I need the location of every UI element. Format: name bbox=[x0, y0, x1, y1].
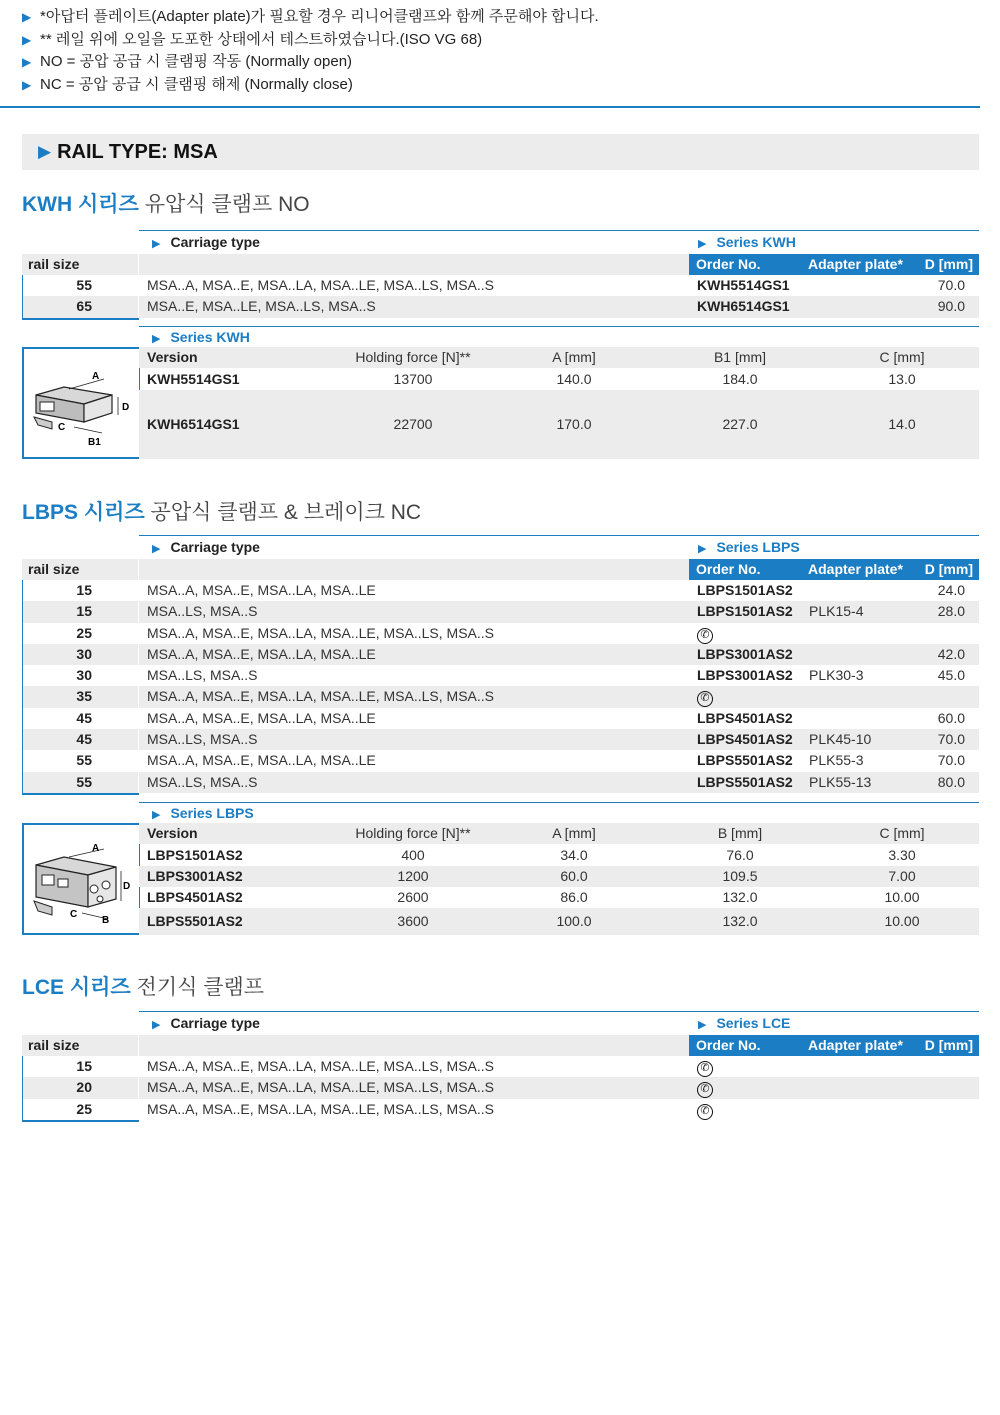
table-row bbox=[22, 729, 979, 750]
cell-text: 10.00 bbox=[884, 913, 920, 929]
cell-text: D [mm] bbox=[924, 256, 973, 272]
cell-text: 45 bbox=[22, 708, 138, 729]
phone-icon: ✆ bbox=[697, 1061, 713, 1077]
cell-text: LBPS 시리즈 bbox=[22, 501, 145, 524]
lbps-table bbox=[22, 535, 979, 795]
triangle-icon: ▶ bbox=[152, 1019, 161, 1031]
version-header-row bbox=[139, 347, 979, 368]
cell-text: Holding force [N]** bbox=[355, 349, 471, 365]
version-row bbox=[139, 369, 979, 390]
triangle-icon: ▶ bbox=[152, 238, 161, 250]
cell-text: LBPS3001AS2 bbox=[697, 645, 793, 662]
lbps-version-table bbox=[22, 802, 979, 935]
cell-text: MSA..LS, MSA..S bbox=[147, 667, 258, 684]
cell-text: LBPS5501AS2 bbox=[697, 773, 793, 790]
column-header-row bbox=[22, 254, 979, 275]
cell-text: PLK55-3 bbox=[809, 752, 864, 769]
section-title-kwh bbox=[22, 188, 310, 218]
cell-text: 170.0 bbox=[556, 416, 592, 432]
cell-text: 60.0 bbox=[560, 868, 588, 884]
cell-text: 80.0 bbox=[937, 773, 965, 790]
cell-text: 100.0 bbox=[556, 913, 592, 929]
column-header-row bbox=[22, 559, 979, 580]
cell-text: MSA..A, MSA..E, MSA..LA, MSA..LE bbox=[139, 644, 690, 665]
cell-text: 15 bbox=[22, 580, 138, 601]
cell-text: 70.0 bbox=[937, 752, 965, 769]
cell-text: Version bbox=[147, 825, 198, 841]
table-row bbox=[22, 580, 979, 601]
cell-text: 30 bbox=[22, 644, 138, 665]
cell-text: 132.0 bbox=[722, 913, 758, 929]
version-header-row bbox=[139, 823, 979, 844]
table-row bbox=[22, 644, 979, 665]
column-header-row bbox=[22, 1035, 979, 1056]
cell-text: NO = 공압 공급 시 클램핑 작동 (Normally open) bbox=[40, 53, 353, 70]
cell-text: Series LCE bbox=[716, 1015, 791, 1031]
cell-text: PLK15-4 bbox=[809, 603, 864, 620]
cell-text: 7.00 bbox=[888, 868, 916, 884]
cell-text: Carriage type bbox=[170, 1015, 260, 1031]
cell-text: PLK45-10 bbox=[809, 731, 872, 748]
cell-text: 3.30 bbox=[888, 847, 916, 863]
cell-text: LBPS5501AS2 bbox=[147, 913, 243, 929]
table-row bbox=[22, 708, 979, 729]
cell-text: LBPS3001AS2 bbox=[147, 868, 243, 884]
cell-text: 1200 bbox=[397, 868, 429, 884]
cell-text: 2600 bbox=[397, 889, 429, 905]
cell-text: LBPS4501AS2 bbox=[697, 709, 793, 726]
cell-text: Carriage type bbox=[170, 539, 260, 555]
cell-text: 45 bbox=[22, 729, 138, 750]
cell-text: Series KWH bbox=[170, 329, 250, 345]
version-row bbox=[139, 390, 979, 459]
cell-text: MSA..LS, MSA..S bbox=[139, 601, 690, 622]
cell-text: 42.0 bbox=[937, 645, 965, 662]
cell-text: Series LBPS bbox=[716, 539, 800, 555]
cell-text: KWH6514GS1 bbox=[147, 416, 240, 432]
label-c: C bbox=[70, 909, 78, 920]
kwh-version-table bbox=[22, 326, 979, 459]
cell-text: 30 bbox=[22, 665, 138, 686]
cell-text: 20 bbox=[22, 1077, 138, 1098]
clamp-diagram bbox=[22, 823, 140, 935]
phone-icon: ✆ bbox=[697, 1082, 713, 1098]
cell-text: LBPS1501AS2 bbox=[147, 847, 243, 863]
cell-text: Adapter plate* bbox=[808, 1037, 903, 1053]
cell-text: MSA..LS, MSA..S bbox=[139, 729, 690, 750]
cell-text: Order No. bbox=[696, 561, 761, 577]
table-row bbox=[22, 1099, 979, 1120]
cell-text: 13700 bbox=[393, 371, 433, 387]
cell-text: D [mm] bbox=[924, 1037, 973, 1053]
cell-text: KWH5514GS1 bbox=[697, 277, 790, 293]
cell-text: LBPS5501AS2 bbox=[697, 752, 793, 769]
cell-text: MSA..LS, MSA..S bbox=[139, 772, 690, 793]
cell-text: 45.0 bbox=[937, 667, 965, 684]
triangle-icon: ▶ bbox=[698, 238, 707, 250]
cell-text: 70.0 bbox=[937, 731, 965, 748]
table-row bbox=[22, 1056, 979, 1077]
version-row bbox=[139, 908, 979, 935]
triangle-bullet-icon: ▶ bbox=[22, 32, 32, 47]
cell-text: 15 bbox=[22, 1056, 138, 1077]
version-row bbox=[139, 845, 979, 866]
cell-text: Version bbox=[147, 349, 198, 365]
cell-text: NC = 공압 공급 시 클램핑 해제 (Normally close) bbox=[40, 75, 353, 93]
cell-text: Order No. bbox=[696, 1037, 761, 1053]
cell-text: 400 bbox=[401, 847, 425, 863]
table-row bbox=[22, 275, 979, 296]
table-row bbox=[22, 623, 979, 644]
table-row bbox=[22, 296, 979, 317]
cell-text: LBPS4501AS2 bbox=[697, 731, 793, 748]
label-a: A bbox=[92, 843, 100, 854]
cell-text: MSA..A, MSA..E, MSA..LA, MSA..LE, MSA..LS, MSA..S bbox=[147, 1058, 494, 1074]
note-item bbox=[22, 74, 599, 97]
cell-text: ** 레일 위에 오일을 도포한 상태에서 테스트하였습니다.(ISO VG 68) bbox=[40, 30, 483, 48]
cell-text: 70.0 bbox=[937, 277, 965, 293]
cell-text: Series LBPS bbox=[170, 805, 254, 821]
cell-text: LBPS4501AS2 bbox=[147, 889, 243, 905]
cell-text: LCE 시리즈 bbox=[22, 976, 131, 999]
cell-text: B1 [mm] bbox=[713, 349, 767, 365]
label-b: B bbox=[102, 915, 110, 926]
cell-text: LBPS1501AS2 bbox=[697, 603, 793, 620]
triangle-icon: ▶ bbox=[152, 333, 161, 345]
cell-text: 15 bbox=[22, 601, 138, 622]
label-c: C bbox=[58, 422, 66, 433]
cell-text: 24.0 bbox=[937, 582, 965, 598]
label-b1: B1 bbox=[88, 437, 101, 448]
cell-text: MSA..A, MSA..E, MSA..LA, MSA..LE, MSA..LS, MSA..S bbox=[147, 624, 494, 641]
cell-text: 86.0 bbox=[560, 889, 588, 905]
cell-text: C [mm] bbox=[879, 349, 925, 365]
cell-text: MSA..A, MSA..E, MSA..LA, MSA..LE, MSA..LS, MSA..S bbox=[139, 686, 690, 707]
cell-text: 10.00 bbox=[884, 889, 920, 905]
note-item bbox=[22, 6, 599, 29]
table-row bbox=[22, 772, 979, 793]
table-row bbox=[22, 601, 979, 622]
cell-text: *아답터 플레이트(Adapter plate)가 필요할 경우 리니어클램프와 함께 주문해야 합니다. bbox=[40, 8, 599, 25]
cell-text: 유압식 클램프 NO bbox=[138, 193, 310, 216]
cell-text: Adapter plate* bbox=[808, 561, 903, 577]
cell-text: RAIL TYPE: MSA bbox=[57, 140, 218, 163]
cell-text: MSA..E, MSA..LE, MSA..LS, MSA..S bbox=[139, 296, 690, 317]
cell-text: 3600 bbox=[397, 913, 429, 929]
cell-text: 13.0 bbox=[888, 371, 916, 387]
cell-text: 34.0 bbox=[560, 847, 588, 863]
cell-text: 65 bbox=[22, 296, 138, 317]
cell-text: MSA..A, MSA..E, MSA..LA, MSA..LE bbox=[147, 752, 376, 769]
cell-text: MSA..A, MSA..E, MSA..LA, MSA..LE bbox=[147, 582, 376, 598]
cell-text: B [mm] bbox=[717, 825, 763, 841]
cell-text: 140.0 bbox=[556, 371, 592, 387]
triangle-bullet-icon: ▶ bbox=[22, 10, 32, 24]
note-item bbox=[22, 51, 599, 74]
table-row bbox=[22, 1077, 979, 1098]
cell-text: 22700 bbox=[393, 416, 433, 432]
cell-text: KWH5514GS1 bbox=[147, 371, 240, 387]
triangle-icon: ▶ bbox=[698, 1019, 707, 1031]
triangle-icon: ▶ bbox=[38, 142, 52, 161]
cell-text: MSA..A, MSA..E, MSA..LA, MSA..LE, MSA..LS, MSA..S bbox=[147, 1100, 494, 1117]
kwh-table bbox=[22, 230, 979, 320]
cell-text: Adapter plate* bbox=[808, 256, 903, 272]
triangle-icon: ▶ bbox=[152, 809, 161, 821]
label-d: D bbox=[123, 881, 131, 892]
cell-text: 25 bbox=[22, 623, 138, 644]
cell-text: A [mm] bbox=[552, 825, 596, 841]
notes-list bbox=[22, 6, 599, 96]
cell-text: Order No. bbox=[696, 256, 761, 272]
lbps-clamp-drawing bbox=[24, 823, 136, 931]
cell-text: 55 bbox=[22, 750, 138, 771]
note-item bbox=[22, 29, 599, 52]
clamp-diagram bbox=[22, 347, 140, 459]
cell-text: rail size bbox=[22, 1035, 138, 1056]
cell-text: D [mm] bbox=[924, 561, 973, 577]
cell-text: PLK55-13 bbox=[809, 773, 872, 790]
kwh-clamp-drawing bbox=[24, 347, 136, 455]
cell-text: 공압식 클램프 & 브레이크 NC bbox=[144, 501, 422, 524]
version-row bbox=[139, 887, 979, 908]
cell-text: 55 bbox=[22, 275, 138, 296]
cell-text: rail size bbox=[22, 254, 138, 275]
cell-text: 227.0 bbox=[722, 416, 758, 432]
label-a: A bbox=[92, 371, 100, 382]
cell-text: 184.0 bbox=[722, 371, 758, 387]
rail-type-banner bbox=[22, 134, 979, 170]
cell-text: C [mm] bbox=[879, 825, 925, 841]
cell-text: 전기식 클램프 bbox=[130, 976, 265, 999]
table-header bbox=[22, 230, 979, 254]
cell-text: KWH 시리즈 bbox=[22, 193, 139, 216]
label-d: D bbox=[122, 402, 130, 413]
cell-text: 14.0 bbox=[888, 416, 916, 432]
cell-text: KWH6514GS1 bbox=[697, 298, 790, 315]
cell-text: Series KWH bbox=[716, 234, 796, 250]
section-title-lbps bbox=[22, 496, 421, 526]
cell-text: 55 bbox=[22, 772, 138, 793]
cell-text: 132.0 bbox=[722, 889, 758, 905]
section-title-lce bbox=[22, 971, 264, 1001]
cell-text: A [mm] bbox=[552, 349, 596, 365]
cell-text: MSA..A, MSA..E, MSA..LA, MSA..LE bbox=[147, 709, 376, 726]
cell-text: Holding force [N]** bbox=[355, 825, 471, 841]
table-row bbox=[22, 665, 979, 686]
table-row bbox=[22, 750, 979, 771]
triangle-bullet-icon: ▶ bbox=[22, 55, 32, 69]
cell-text: 109.5 bbox=[722, 868, 758, 884]
triangle-bullet-icon: ▶ bbox=[22, 77, 32, 92]
cell-text: 90.0 bbox=[937, 298, 965, 315]
triangle-icon: ▶ bbox=[698, 543, 707, 555]
phone-icon: ✆ bbox=[697, 628, 713, 644]
cell-text: Carriage type bbox=[170, 234, 260, 250]
cell-text: PLK30-3 bbox=[809, 667, 864, 684]
version-row bbox=[139, 866, 979, 887]
phone-icon: ✆ bbox=[697, 691, 713, 707]
cell-text: MSA..A, MSA..E, MSA..LA, MSA..LE, MSA..LS, MSA..S bbox=[147, 277, 494, 293]
cell-text: 28.0 bbox=[937, 603, 965, 620]
table-row bbox=[22, 686, 979, 707]
table-header bbox=[22, 535, 979, 559]
cell-text: MSA..A, MSA..E, MSA..LA, MSA..LE, MSA..LS, MSA..S bbox=[139, 1077, 690, 1098]
triangle-icon: ▶ bbox=[152, 543, 161, 555]
cell-text: 35 bbox=[22, 686, 138, 707]
cell-text: 76.0 bbox=[726, 847, 754, 863]
cell-text: rail size bbox=[22, 559, 138, 580]
table-header bbox=[22, 1011, 979, 1035]
cell-text: LBPS3001AS2 bbox=[697, 667, 793, 684]
cell-text: LBPS1501AS2 bbox=[697, 582, 793, 598]
divider bbox=[0, 106, 980, 108]
phone-icon: ✆ bbox=[697, 1104, 713, 1120]
lce-table bbox=[22, 1011, 979, 1122]
cell-text: 25 bbox=[22, 1099, 138, 1120]
cell-text: 60.0 bbox=[937, 709, 965, 726]
